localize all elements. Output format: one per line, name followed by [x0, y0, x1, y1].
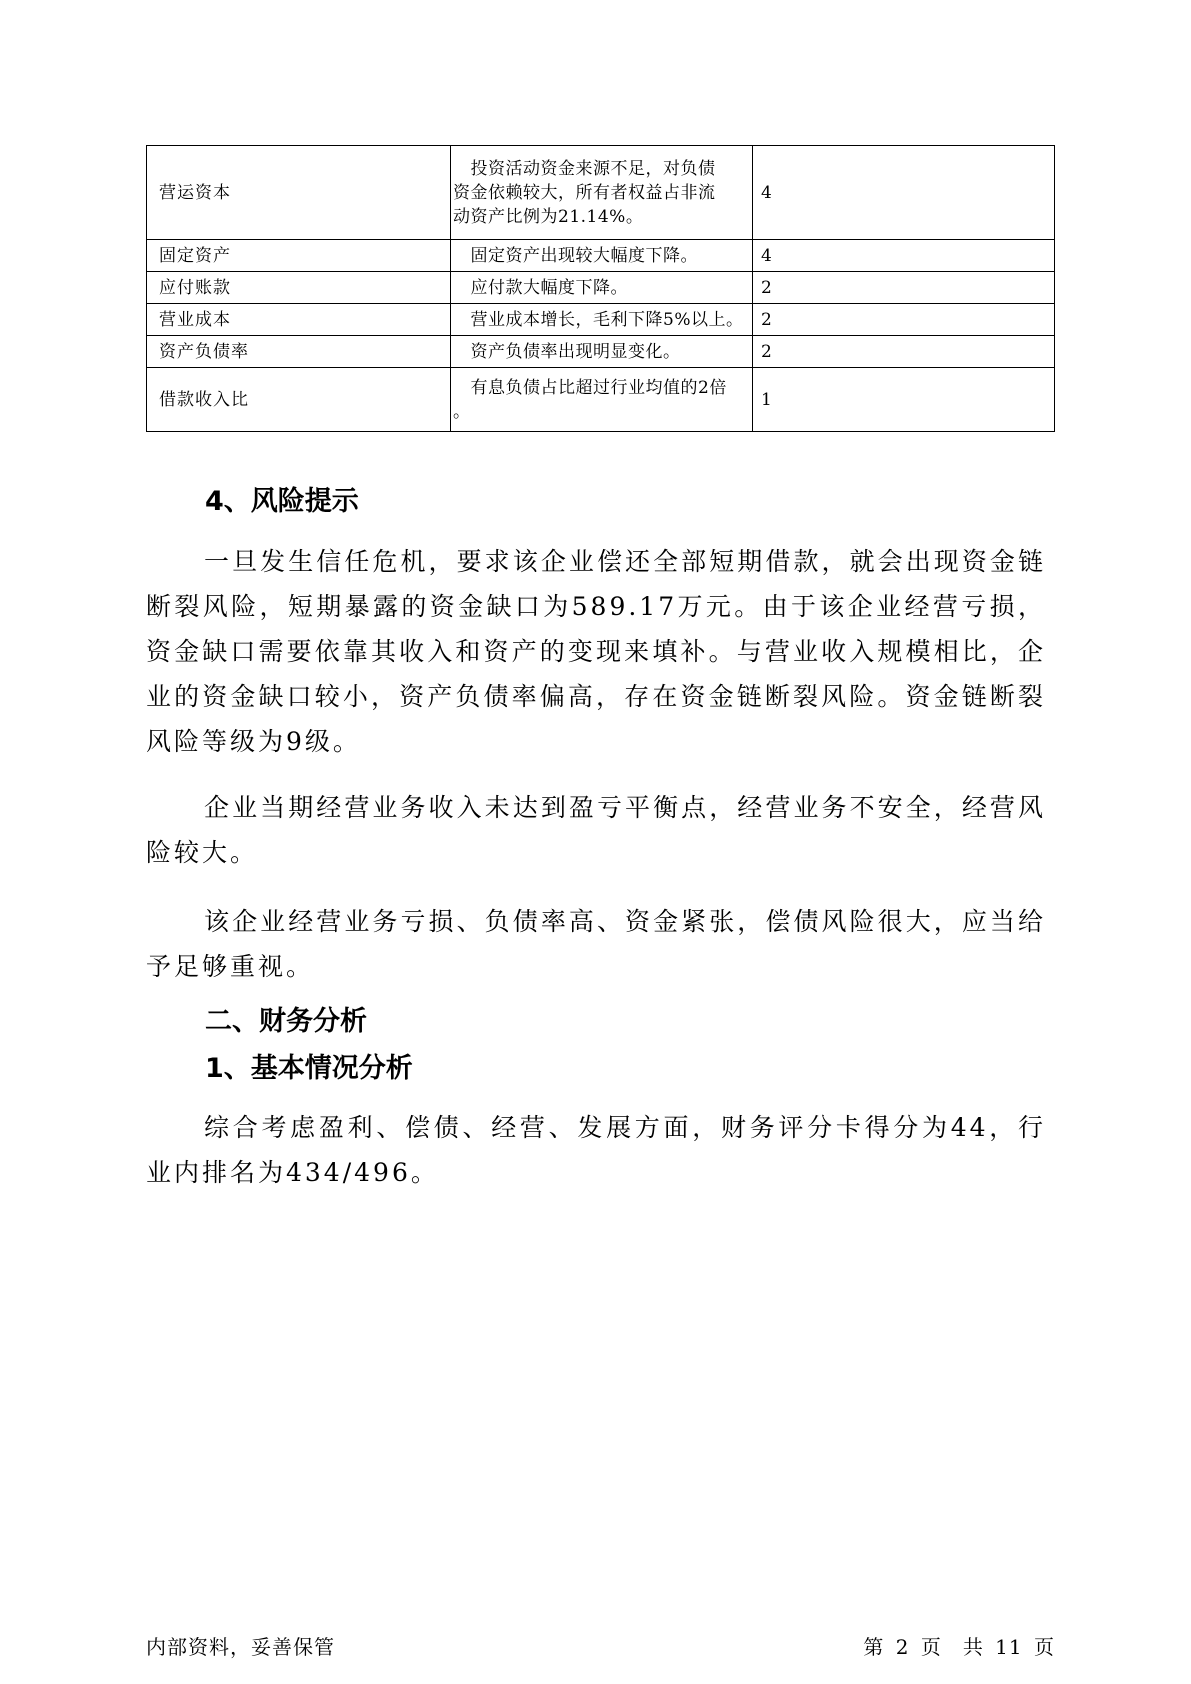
table-row	[147, 272, 1055, 304]
footer-confidential-note: 内部资料，妥善保管	[146, 1635, 335, 1659]
table-row	[147, 336, 1055, 368]
indicator-name: 营业成本	[147, 304, 451, 336]
indicator-score: 4	[753, 240, 1055, 272]
indicator-score: 2	[753, 304, 1055, 336]
indicator-name: 借款收入比	[147, 368, 451, 432]
indicator-description: 营业成本增长，毛利下降5%以上。	[451, 304, 753, 336]
indicator-score: 4	[753, 146, 1055, 240]
indicator-name: 固定资产	[147, 240, 451, 272]
indicator-score: 1	[753, 368, 1055, 432]
finance-score-paragraph: 综合考虑盈利、偿债、经营、发展方面，财务评分卡得分为44，行业内排名为434/496。	[146, 1113, 1046, 1187]
risk-paragraph-solvency: 该企业经营业务亏损、负债率高、资金紧张，偿债风险很大，应当给予足够重视。	[146, 907, 1046, 981]
risk-warning-heading: 4、风险提示	[205, 486, 359, 517]
risk-paragraph-operating: 企业当期经营业务收入未达到盈亏平衡点，经营业务不安全，经营风险较大。	[146, 793, 1046, 867]
indicator-name: 营运资本	[147, 146, 451, 240]
indicator-description: 资产负债率出现明显变化。	[451, 336, 753, 368]
finance-section-heading: 二、财务分析	[205, 1006, 367, 1037]
indicator-description: 应付款大幅度下降。	[451, 272, 753, 304]
indicator-description: 投资活动资金来源不足，对负债 资金依赖较大，所有者权益占非流 动资产比例为21.14%。	[451, 146, 753, 240]
table-row	[147, 146, 1055, 240]
indicator-name: 应付账款	[147, 272, 451, 304]
table-row	[147, 304, 1055, 336]
footer-page-number: 第 2 页 共 11 页	[863, 1635, 1055, 1659]
risk-paragraph-funding-gap: 一旦发生信任危机，要求该企业偿还全部短期借款，就会出现资金链断裂风险，短期暴露的资金缺口为589.17万元。由于该企业经营亏损，资金缺口需要依靠其收入和资产的变现来填补。与营业收入规模相比，企业的资金缺口较小，资产负债率偏高，存在资金链断裂风险。资金链断裂风险等级为9级。	[146, 547, 1046, 756]
indicator-name: 资产负债率	[147, 336, 451, 368]
indicator-description: 固定资产出现较大幅度下降。	[451, 240, 753, 272]
indicator-description: 有息负债占比超过行业均值的2倍 。	[451, 368, 753, 432]
indicator-score: 2	[753, 272, 1055, 304]
table-row	[147, 368, 1055, 432]
basic-analysis-heading: 1、基本情况分析	[205, 1053, 413, 1084]
table-row	[147, 240, 1055, 272]
risk-indicator-table	[146, 145, 1055, 432]
indicator-score: 2	[753, 336, 1055, 368]
